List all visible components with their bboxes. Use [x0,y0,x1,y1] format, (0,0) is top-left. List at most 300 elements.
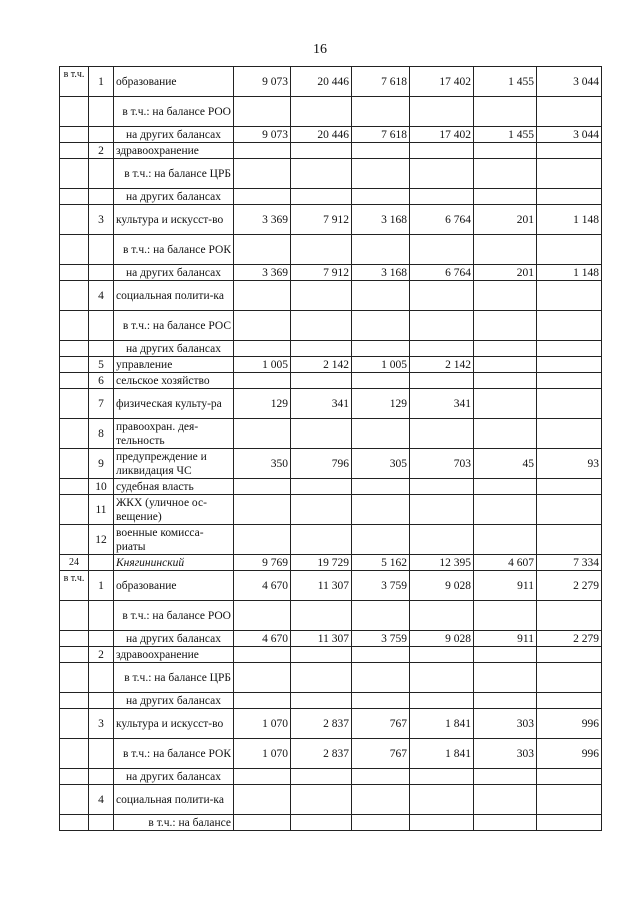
value-cell [474,419,537,449]
row-number-cell: 2 [89,647,114,663]
value-cell [474,159,537,189]
table-row [60,495,602,525]
row-label-cell: в т.ч.: на балансе РОО [114,601,234,631]
value-cell [537,495,602,525]
value-cell [352,525,410,555]
row-group-cell [60,693,89,709]
row-group-cell [60,647,89,663]
value-cell [352,235,410,265]
row-number-cell [89,341,114,357]
value-cell [352,341,410,357]
value-cell [410,159,474,189]
value-cell [352,97,410,127]
row-group-cell [60,189,89,205]
value-cell [474,189,537,205]
value-cell [291,419,352,449]
value-cell: 911 [474,631,537,647]
value-cell [410,373,474,389]
row-number-cell: 9 [89,449,114,479]
value-cell: 7 334 [537,555,602,571]
table-row [60,525,602,555]
value-cell [234,647,291,663]
row-label-cell: на других балансах [114,341,234,357]
value-cell: 2 279 [537,571,602,601]
value-cell [474,769,537,785]
value-cell: 201 [474,205,537,235]
value-cell [291,647,352,663]
row-label-cell: здравоохранение [114,143,234,159]
value-cell [234,373,291,389]
value-cell [410,495,474,525]
value-cell: 2 142 [410,357,474,373]
value-cell [537,281,602,311]
table-row [60,281,602,311]
value-cell [537,143,602,159]
value-cell [291,189,352,205]
value-cell [352,311,410,341]
table-row [60,555,602,571]
value-cell [537,663,602,693]
value-cell [234,97,291,127]
value-cell: 996 [537,739,602,769]
value-cell [474,373,537,389]
value-cell [474,601,537,631]
value-cell [537,693,602,709]
value-cell [474,785,537,815]
value-cell: 129 [234,389,291,419]
value-cell [291,311,352,341]
value-cell: 1 005 [352,357,410,373]
value-cell [410,235,474,265]
value-cell [291,495,352,525]
value-cell: 4 607 [474,555,537,571]
value-cell [410,479,474,495]
value-cell: 19 729 [291,555,352,571]
value-cell: 1 841 [410,709,474,739]
value-cell [291,693,352,709]
value-cell: 996 [537,709,602,739]
value-cell [234,311,291,341]
value-cell [537,97,602,127]
row-group-cell [60,97,89,127]
value-cell [352,159,410,189]
value-cell [474,311,537,341]
row-group-cell: 24 [60,555,89,571]
value-cell [410,769,474,785]
row-label-cell: социальная полити-ка [114,785,234,815]
row-number-cell [89,189,114,205]
row-number-cell [89,769,114,785]
value-cell [291,479,352,495]
value-cell: 7 618 [352,127,410,143]
value-cell: 3 168 [352,205,410,235]
value-cell: 703 [410,449,474,479]
value-cell [352,647,410,663]
row-label-cell: культура и искусст-во [114,709,234,739]
value-cell [410,189,474,205]
value-cell [474,97,537,127]
value-cell [352,281,410,311]
table-row [60,739,602,769]
value-cell: 796 [291,449,352,479]
value-cell: 7 618 [352,67,410,97]
value-cell [352,785,410,815]
value-cell: 4 670 [234,571,291,601]
value-cell [410,663,474,693]
row-label-cell: на других балансах [114,189,234,205]
table-row [60,449,602,479]
value-cell [291,785,352,815]
value-cell: 6 764 [410,265,474,281]
value-cell: 7 912 [291,265,352,281]
table-row [60,127,602,143]
value-cell: 3 044 [537,67,602,97]
value-cell [474,693,537,709]
table-row [60,341,602,357]
row-number-cell [89,631,114,647]
value-cell: 767 [352,709,410,739]
row-number-cell: 1 [89,67,114,97]
row-number-cell: 8 [89,419,114,449]
value-cell [474,235,537,265]
row-label-cell: на других балансах [114,693,234,709]
row-number-cell [89,555,114,571]
row-number-cell [89,815,114,831]
value-cell [410,341,474,357]
value-cell: 1 148 [537,265,602,281]
value-cell [537,235,602,265]
table-row [60,189,602,205]
value-cell [410,311,474,341]
value-cell [474,389,537,419]
value-cell [234,769,291,785]
value-cell [410,281,474,311]
row-group-cell [60,281,89,311]
value-cell: 303 [474,709,537,739]
row-number-cell: 11 [89,495,114,525]
value-cell: 17 402 [410,127,474,143]
table-row [60,785,602,815]
value-cell: 341 [291,389,352,419]
table-row [60,815,602,831]
row-label-cell: культура и искусст-во [114,205,234,235]
row-number-cell: 5 [89,357,114,373]
row-label-cell: в т.ч.: на балансе РОС [114,311,234,341]
value-cell: 3 168 [352,265,410,281]
value-cell: 2 837 [291,709,352,739]
row-number-cell [89,663,114,693]
value-cell: 12 395 [410,555,474,571]
table-row [60,265,602,281]
value-cell [537,769,602,785]
value-cell: 303 [474,739,537,769]
row-label-cell: на других балансах [114,769,234,785]
value-cell [352,815,410,831]
value-cell [410,693,474,709]
row-group-cell [60,709,89,739]
row-group-cell [60,235,89,265]
row-label-cell: Княгининский [114,555,234,571]
value-cell [537,311,602,341]
row-group-cell [60,357,89,373]
value-cell [410,143,474,159]
value-cell [410,97,474,127]
table-row [60,693,602,709]
table-row [60,419,602,449]
value-cell: 3 759 [352,571,410,601]
value-cell [474,341,537,357]
table-row [60,631,602,647]
table-row [60,373,602,389]
row-label-cell: в т.ч.: на балансе РОО [114,97,234,127]
value-cell: 2 142 [291,357,352,373]
row-group-cell [60,265,89,281]
value-cell [410,815,474,831]
row-label-cell: военные комисса-риаты [114,525,234,555]
value-cell [537,525,602,555]
value-cell: 2 279 [537,631,602,647]
value-cell [234,281,291,311]
row-label-cell: на других балансах [114,631,234,647]
row-group-cell [60,143,89,159]
value-cell [537,601,602,631]
value-cell: 9 073 [234,127,291,143]
row-group-cell [60,495,89,525]
row-number-cell [89,739,114,769]
row-label-cell: в т.ч.: на балансе ЦРБ [114,663,234,693]
value-cell [352,373,410,389]
row-group-cell [60,389,89,419]
row-number-cell: 4 [89,281,114,311]
value-cell [410,601,474,631]
row-group-cell [60,311,89,341]
value-cell: 5 162 [352,555,410,571]
value-cell: 93 [537,449,602,479]
value-cell: 1 148 [537,205,602,235]
value-cell [537,479,602,495]
row-group-cell [60,341,89,357]
row-group-cell [60,127,89,143]
row-number-cell [89,693,114,709]
table-row [60,769,602,785]
value-cell: 9 073 [234,67,291,97]
value-cell [234,495,291,525]
value-cell [474,525,537,555]
value-cell [352,495,410,525]
table-row [60,159,602,189]
row-label-cell: в т.ч.: на балансе ЦРБ [114,159,234,189]
value-cell [352,189,410,205]
value-cell: 911 [474,571,537,601]
row-label-cell: предупреждение и ликвидация ЧС [114,449,234,479]
row-label-cell: правоохран. дея-тельность [114,419,234,449]
value-cell [474,495,537,525]
row-number-cell [89,265,114,281]
value-cell [474,815,537,831]
table-row [60,601,602,631]
value-cell [352,693,410,709]
value-cell: 7 912 [291,205,352,235]
row-number-cell: 12 [89,525,114,555]
value-cell: 201 [474,265,537,281]
value-cell [537,389,602,419]
value-cell [352,601,410,631]
row-group-cell [60,159,89,189]
row-label-cell: социальная полити-ка [114,281,234,311]
value-cell [291,97,352,127]
value-cell [291,341,352,357]
value-cell [410,525,474,555]
table-row [60,205,602,235]
table-row [60,311,602,341]
value-cell [234,419,291,449]
row-number-cell: 10 [89,479,114,495]
row-group-cell [60,205,89,235]
row-number-cell: 1 [89,571,114,601]
row-label-cell: ЖКХ (уличное ос-вещение) [114,495,234,525]
row-group-cell: в т.ч. [60,67,89,97]
value-cell [234,479,291,495]
value-cell [352,479,410,495]
value-cell: 11 307 [291,631,352,647]
row-group-cell [60,631,89,647]
value-cell [234,815,291,831]
row-number-cell: 4 [89,785,114,815]
value-cell: 2 837 [291,739,352,769]
value-cell: 3 044 [537,127,602,143]
value-cell: 4 670 [234,631,291,647]
value-cell [537,159,602,189]
value-cell [234,601,291,631]
value-cell [537,419,602,449]
row-label-cell: образование [114,571,234,601]
value-cell [537,189,602,205]
value-cell [352,143,410,159]
value-cell [291,769,352,785]
value-cell [352,419,410,449]
row-number-cell: 2 [89,143,114,159]
value-cell: 1 005 [234,357,291,373]
value-cell [537,341,602,357]
row-group-cell [60,663,89,693]
row-number-cell: 3 [89,205,114,235]
row-label-cell: здравоохранение [114,647,234,663]
budget-table [59,66,602,831]
value-cell: 350 [234,449,291,479]
row-number-cell [89,601,114,631]
table-row [60,97,602,127]
value-cell: 20 446 [291,127,352,143]
value-cell [474,357,537,373]
table-row [60,357,602,373]
value-cell [234,663,291,693]
value-cell [234,341,291,357]
page-number: 16 [313,42,327,57]
table-body [60,67,602,831]
value-cell [234,693,291,709]
row-group-cell [60,525,89,555]
value-cell [537,647,602,663]
value-cell: 6 764 [410,205,474,235]
value-cell [474,479,537,495]
value-cell [234,159,291,189]
row-group-cell [60,785,89,815]
table-row [60,235,602,265]
value-cell [291,601,352,631]
value-cell [537,785,602,815]
table-row [60,143,602,159]
table-row [60,663,602,693]
row-number-cell: 3 [89,709,114,739]
value-cell [474,143,537,159]
value-cell: 3 369 [234,205,291,235]
value-cell: 1 455 [474,127,537,143]
value-cell [291,663,352,693]
row-group-cell [60,601,89,631]
table-row [60,709,602,739]
value-cell: 3 369 [234,265,291,281]
value-cell [410,647,474,663]
row-label-cell: в т.ч.: на балансе РОК [114,739,234,769]
value-cell: 1 070 [234,739,291,769]
row-group-cell [60,815,89,831]
row-group-cell [60,739,89,769]
row-group-cell [60,373,89,389]
value-cell [234,785,291,815]
value-cell [291,815,352,831]
value-cell: 129 [352,389,410,419]
row-label-cell: судебная власть [114,479,234,495]
value-cell [352,769,410,785]
row-group-cell: в т.ч. [60,571,89,601]
value-cell: 11 307 [291,571,352,601]
row-group-cell [60,479,89,495]
row-number-cell [89,311,114,341]
value-cell: 341 [410,389,474,419]
value-cell [291,143,352,159]
value-cell [234,143,291,159]
row-number-cell: 6 [89,373,114,389]
value-cell [291,281,352,311]
value-cell: 9 769 [234,555,291,571]
row-number-cell [89,159,114,189]
row-number-cell [89,127,114,143]
value-cell [291,525,352,555]
value-cell [410,419,474,449]
value-cell: 1 070 [234,709,291,739]
table-row [60,67,602,97]
value-cell [234,189,291,205]
value-cell [474,281,537,311]
value-cell: 3 759 [352,631,410,647]
value-cell [291,159,352,189]
row-group-cell [60,419,89,449]
value-cell [410,785,474,815]
table-row [60,389,602,419]
value-cell [234,235,291,265]
row-number-cell: 7 [89,389,114,419]
value-cell: 1 841 [410,739,474,769]
value-cell: 9 028 [410,631,474,647]
value-cell: 767 [352,739,410,769]
row-group-cell [60,449,89,479]
row-number-cell [89,97,114,127]
value-cell [537,373,602,389]
table-row [60,571,602,601]
value-cell: 305 [352,449,410,479]
value-cell: 20 446 [291,67,352,97]
value-cell: 1 455 [474,67,537,97]
